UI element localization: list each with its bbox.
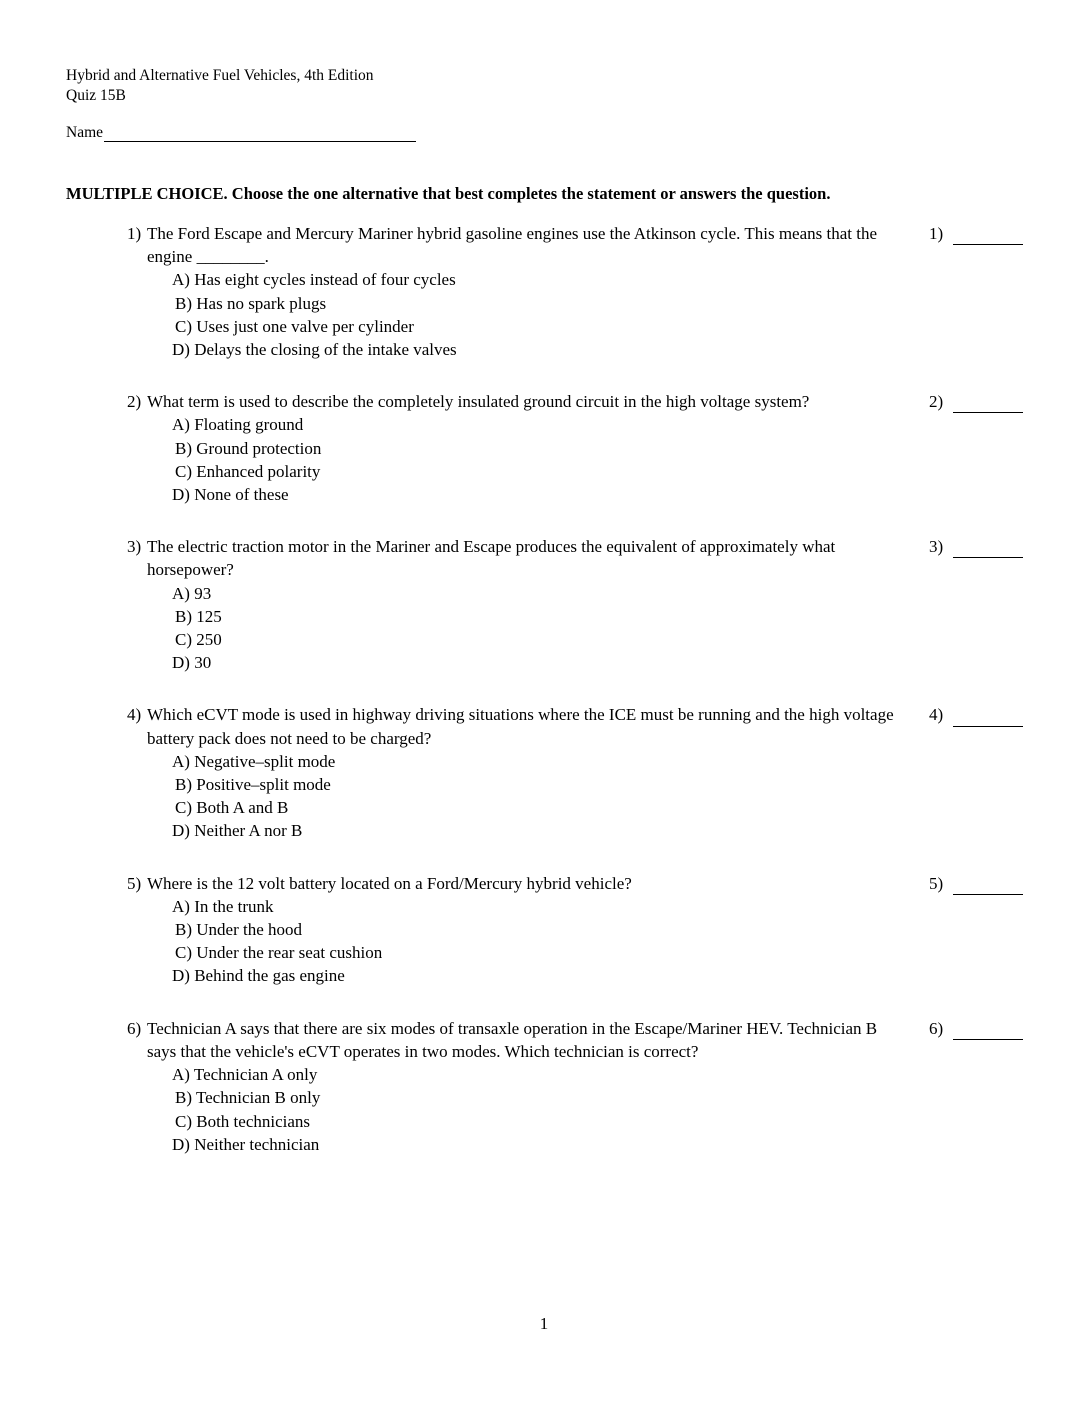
name-blank-line bbox=[104, 124, 416, 142]
answer-line bbox=[953, 1019, 1023, 1040]
answer-option: A) Negative–split mode bbox=[172, 751, 336, 771]
answer-option: D) Neither A nor B bbox=[172, 821, 303, 841]
answer-line bbox=[953, 537, 1023, 558]
answer-option: D) Behind the gas engine bbox=[172, 966, 345, 986]
answer-option: D) Delays the closing of the intake valves bbox=[172, 340, 457, 360]
answer-option: A) Technician A only bbox=[172, 1065, 318, 1085]
answer-option: C) 250 bbox=[175, 630, 222, 650]
question-number: 6) bbox=[127, 1018, 142, 1038]
answer-label: 6) bbox=[929, 1018, 944, 1038]
answer-option: C) Enhanced polarity bbox=[175, 461, 321, 481]
question-text: The electric traction motor in the Mariner and Escape produces the equivalent of approximately what horsepower? bbox=[147, 537, 836, 580]
question bbox=[127, 390, 1027, 506]
answer-option: A) Floating ground bbox=[172, 415, 304, 435]
answer-option: A) In the trunk bbox=[172, 896, 274, 916]
question bbox=[127, 1017, 1027, 1156]
answer-blank bbox=[929, 535, 1023, 558]
document-title: Hybrid and Alternative Fuel Vehicles, 4th Edition bbox=[66, 67, 374, 84]
answer-line bbox=[953, 224, 1023, 245]
answer-blank bbox=[929, 390, 1023, 413]
question-number: 3) bbox=[127, 537, 142, 557]
answer-line bbox=[953, 392, 1023, 413]
answer-option: B) Positive–split mode bbox=[175, 775, 331, 795]
question-text: Which eCVT mode is used in highway driving situations where the ICE must be running and the high voltage battery pack does not need to be charged? bbox=[147, 705, 894, 748]
question bbox=[127, 535, 1027, 674]
answer-option: A) Has eight cycles instead of four cycles bbox=[172, 270, 456, 290]
answer-option: C) Both technicians bbox=[175, 1111, 311, 1131]
answer-label: 4) bbox=[929, 705, 944, 725]
answer-line bbox=[953, 706, 1023, 727]
quiz-label: Quiz 15B bbox=[66, 87, 126, 104]
answer-label: 5) bbox=[929, 873, 944, 893]
name-field bbox=[66, 124, 416, 142]
page-number: 1 bbox=[539, 1314, 549, 1333]
answer-option: D) 30 bbox=[172, 653, 212, 673]
answer-option: B) Has no spark plugs bbox=[175, 293, 327, 313]
name-label: Name bbox=[66, 124, 104, 141]
question-list bbox=[127, 222, 1027, 1185]
instructions: MULTIPLE CHOICE. Choose the one alternative that best completes the statement or answers the question. bbox=[66, 184, 831, 203]
question-number: 2) bbox=[127, 392, 142, 412]
question-text: What term is used to describe the completely insulated ground circuit in the high voltage system? bbox=[147, 392, 810, 412]
question-text: The Ford Escape and Mercury Mariner hybrid gasoline engines use the Atkinson cycle. This means that the engine ________. bbox=[147, 224, 878, 267]
answer-blank bbox=[929, 1017, 1023, 1040]
question-number: 1) bbox=[127, 224, 142, 243]
question-text: Technician A says that there are six modes of transaxle operation in the Escape/Mariner HEV. Technician B says that the vehicle's eCVT operates in two modes. Which technician is correct? bbox=[147, 1018, 878, 1061]
answer-option: D) None of these bbox=[172, 485, 289, 505]
answer-option: B) Ground protection bbox=[175, 438, 322, 458]
answer-blank bbox=[929, 703, 1023, 726]
question-number: 4) bbox=[127, 705, 142, 725]
answer-label: 1) bbox=[929, 224, 944, 243]
answer-blank bbox=[929, 222, 1023, 245]
question bbox=[127, 703, 1027, 842]
question-text: Where is the 12 volt battery located on a Ford/Mercury hybrid vehicle? bbox=[147, 873, 632, 893]
question bbox=[127, 872, 1027, 988]
answer-option: A) 93 bbox=[172, 583, 212, 603]
answer-option: B) Under the hood bbox=[175, 920, 303, 940]
answer-option: C) Uses just one valve per cylinder bbox=[175, 316, 414, 336]
answer-option: B) 125 bbox=[175, 606, 222, 626]
answer-option: D) Neither technician bbox=[172, 1134, 320, 1154]
answer-blank bbox=[929, 872, 1023, 895]
answer-label: 3) bbox=[929, 537, 944, 557]
answer-line bbox=[953, 874, 1023, 895]
question bbox=[127, 222, 1027, 361]
answer-label: 2) bbox=[929, 392, 944, 412]
answer-option: C) Both A and B bbox=[175, 798, 289, 818]
answer-option: B) Technician B only bbox=[175, 1088, 321, 1108]
answer-option: C) Under the rear seat cushion bbox=[175, 943, 383, 963]
question-number: 5) bbox=[127, 873, 142, 893]
